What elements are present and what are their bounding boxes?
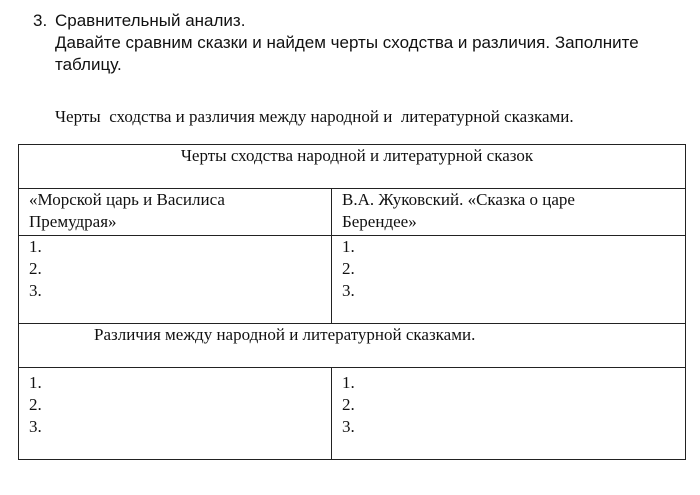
similarities-answer-row — [19, 236, 686, 324]
differences-header: Различия между народной и литературной сказками. — [19, 324, 686, 368]
list-number: 1. — [342, 237, 355, 256]
left-tale-title — [19, 189, 332, 236]
list-number: 2. — [29, 395, 42, 414]
right-title-line-1: В.А. Жуковский. «Сказка о царе — [342, 190, 575, 209]
task-block — [33, 10, 683, 76]
list-number: 1. — [29, 373, 42, 392]
list-number: 2. — [342, 395, 355, 414]
differences-answer-row — [19, 368, 686, 460]
left-title-line-2: Премудрая» — [29, 212, 117, 231]
list-number: 2. — [342, 259, 355, 278]
task-number: 3. — [33, 11, 48, 30]
right-title-line-2: Берендее» — [342, 212, 417, 231]
similarities-right-cell[interactable] — [332, 236, 686, 324]
right-tale-title — [332, 189, 686, 236]
list-number: 1. — [342, 373, 355, 392]
list-number: 3. — [29, 281, 42, 300]
list-number: 3. — [29, 417, 42, 436]
task-instruction-line-2: таблицу. — [55, 55, 122, 74]
differences-left-cell[interactable] — [19, 368, 332, 460]
list-number: 2. — [29, 259, 42, 278]
differences-right-cell[interactable] — [332, 368, 686, 460]
table-subtitle: Черты сходства и различия между народной и литературной сказками. — [55, 107, 574, 126]
left-title-line-1: «Морской царь и Василиса — [29, 190, 225, 209]
differences-header-row — [19, 324, 686, 368]
task-instruction-line-1: Давайте сравним сказки и найдем черты сходства и различия. Заполните — [55, 33, 639, 52]
list-number: 3. — [342, 417, 355, 436]
titles-row — [19, 189, 686, 236]
task-heading — [33, 10, 683, 32]
similarities-left-cell[interactable] — [19, 236, 332, 324]
comparison-table — [18, 144, 686, 460]
similarities-header-row — [19, 145, 686, 189]
task-title: Сравнительный анализ. — [55, 11, 246, 30]
list-number: 3. — [342, 281, 355, 300]
list-number: 1. — [29, 237, 42, 256]
similarities-header: Черты сходства народной и литературной сказок — [19, 145, 686, 189]
